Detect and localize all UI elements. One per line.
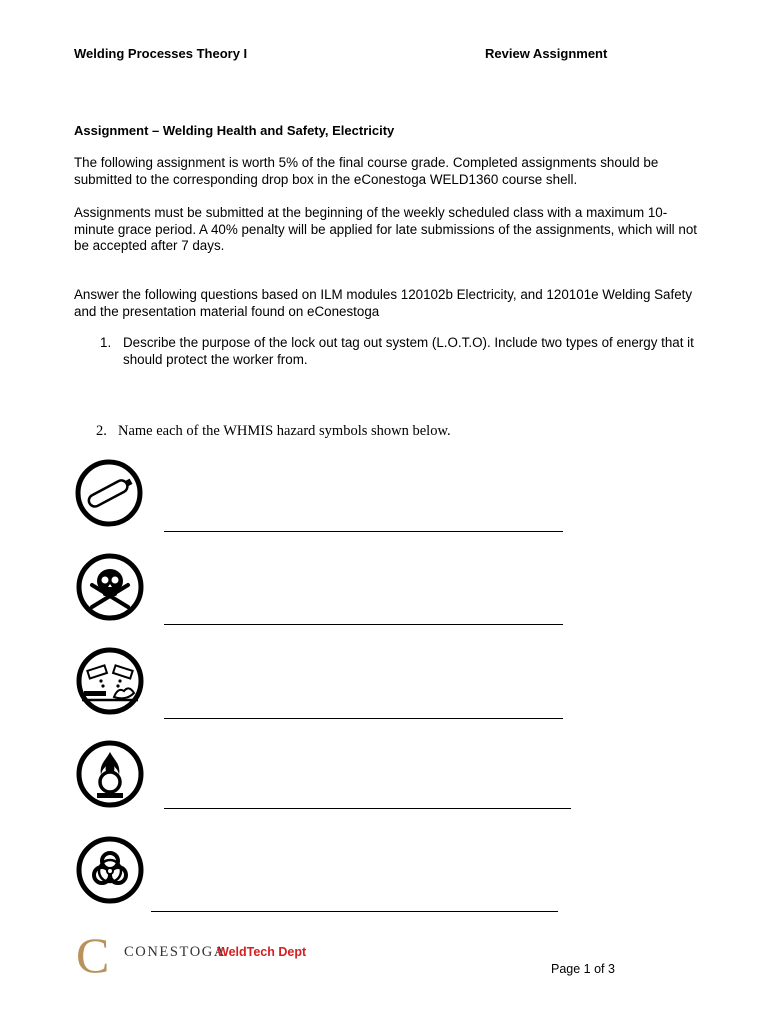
submission-paragraph: Assignments must be submitted at the beginning of the weekly scheduled class with a maximum 10-minute grace period. A 40% penalty will be applied for late submissions of the assignments, which will not be accepted after 7 days. (74, 205, 697, 253)
grade-paragraph: The following assignment is worth 5% of the final course grade. Completed assignments should be submitted to the corresponding drop box in the eConestoga WELD1360 course shell. (74, 155, 659, 187)
corrosive-icon (74, 645, 146, 717)
answer-line-1[interactable] (164, 531, 563, 532)
biohazard-icon (74, 834, 146, 906)
question-2-text: Name each of the WHMIS hazard symbols shown below. (118, 423, 451, 439)
conestoga-logo-text: CONESTOGA (124, 944, 226, 960)
question-1-number: 1. (100, 335, 112, 350)
answer-line-5[interactable] (151, 911, 558, 912)
conestoga-logo-mark: C (76, 927, 110, 983)
poison-skull-icon (74, 551, 146, 623)
answer-line-2[interactable] (164, 624, 563, 625)
department-label: WeldTech Dept (217, 945, 307, 959)
question-1-text: Describe the purpose of the lock out tag out system (L.O.T.O). Include two types of energy that it should protect the worker from. (123, 335, 694, 367)
answer-line-3[interactable] (164, 718, 563, 719)
course-title: Welding Processes Theory I (74, 46, 248, 61)
compressed-gas-icon (74, 458, 146, 530)
assignment-title: Assignment – Welding Health and Safety, Electricity (74, 123, 395, 138)
question-2-number: 2. (96, 423, 107, 439)
answer-line-4[interactable] (164, 808, 571, 809)
page-number: Page 1 of 3 (551, 962, 615, 976)
oxidizer-icon (74, 738, 146, 810)
instructions-paragraph: Answer the following questions based on ILM modules 120102b Electricity, and 120101e Welding Safety and the presentation material found on eConestoga (74, 287, 693, 319)
document-type: Review Assignment (485, 46, 608, 61)
